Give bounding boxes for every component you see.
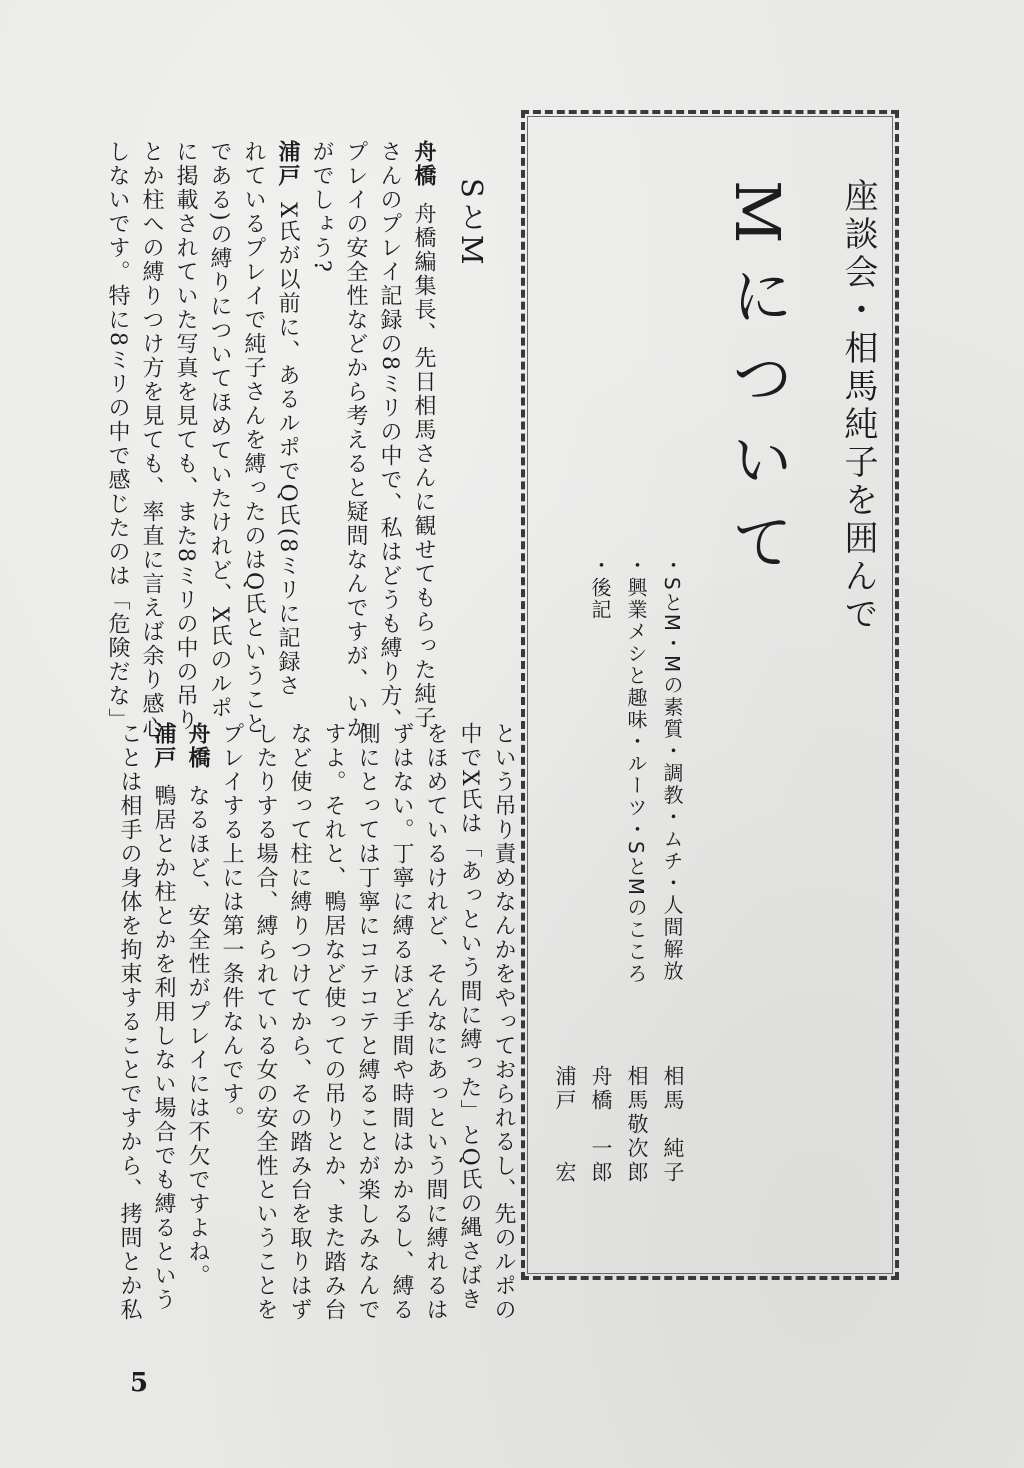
participant-name: 舟橋 一郎 <box>589 1065 613 1185</box>
text-line <box>181 722 214 1288</box>
text-line: ずはない。丁寧に縛るほど手間や時間はかかるし、縛る <box>389 722 414 1322</box>
text-line: 中でX氏は「あっという間に縛った」とQ氏の縄さばき <box>457 722 482 1312</box>
toc-item: ・SとM・Mの素質・調教・ムチ・人間解放 <box>660 555 684 983</box>
text-line <box>147 722 180 1312</box>
participants-list <box>540 1065 690 1215</box>
page-number: 5 <box>130 1368 149 1398</box>
text-line: しないです。特に8ミリの中で感じたのは「危険だな」 <box>105 140 130 732</box>
text-line: という吊り責めなんかをやっておられるし、先のルポの <box>491 722 516 1322</box>
article-kicker: 座談会・相馬純子を囲んで <box>838 178 878 634</box>
article-title: Mについて <box>721 180 794 592</box>
text-line: をほめているけれど、そんなにあっという間に縛れるは <box>423 722 448 1322</box>
line-text: 鴨居とか柱とかを利用しない場合でも縛るという <box>151 784 176 1312</box>
speaker-label: 浦戸 <box>275 140 300 188</box>
text-line: に掲載されていた写真を見ても、また8ミリの中の吊り <box>173 140 198 732</box>
text-line: プレイの安全性などから考えると疑問なんですが、いか <box>343 140 368 740</box>
participant-name: 相馬 純子 <box>661 1065 685 1185</box>
text-line: さんのプレイ記録の8ミリの中で、私はどうも縛り方、 <box>377 140 402 732</box>
text-line: とか柱への縛りつけ方を見ても、率直に言えば余り感心 <box>139 140 164 740</box>
line-text: X氏が以前に、あるルポでQ氏(8ミリに記録さ <box>275 202 300 699</box>
text-line: など使って柱に縛りつけてから、その踏み台を取りはず <box>287 722 312 1322</box>
text-line: プレイする上には第一条件なんです。 <box>219 722 244 1130</box>
line-text: 舟橋編集長、先日相馬さんに観せてもらった純子 <box>411 202 436 730</box>
text-line: ことは相手の身体を拘束することですから、拷問とか私 <box>117 722 142 1322</box>
text-line: すよ。それと、鴨居など使っての吊りとか、また踏み台 <box>321 722 346 1322</box>
text-line: である)の縛りについてほめていたけれど、X氏のルポ <box>207 140 232 721</box>
lower-text-block <box>100 722 520 1322</box>
speaker-label: 舟橋 <box>411 140 436 188</box>
text-line: 側にとっては丁寧にコテコテと縛ることが楽しみなんで <box>355 722 380 1322</box>
participant-name: 浦戸 宏 <box>553 1065 577 1185</box>
line-text: なるほど、安全性がプレイには不欠ですよね。 <box>185 784 210 1288</box>
section-heading: SとM <box>455 178 489 269</box>
text-line <box>407 140 440 730</box>
toc-item: ・後記 <box>588 555 612 621</box>
upper-text-block <box>100 140 440 740</box>
toc <box>578 555 688 1005</box>
text-line: れているプレイで純子さんを縛ったのはQ氏ということ <box>241 140 266 737</box>
text-line <box>271 140 304 698</box>
text-line: がでしょう? <box>309 140 334 274</box>
text-line: したりする場合、縛られている女の安全性ということを <box>253 722 278 1322</box>
speaker-label: 浦戸 <box>151 722 176 770</box>
participant-name: 相馬敬次郎 <box>625 1065 649 1185</box>
speaker-label: 舟橋 <box>185 722 210 770</box>
toc-item: ・興業メシと趣味・ルーツ・SとMのこころ <box>624 555 648 985</box>
